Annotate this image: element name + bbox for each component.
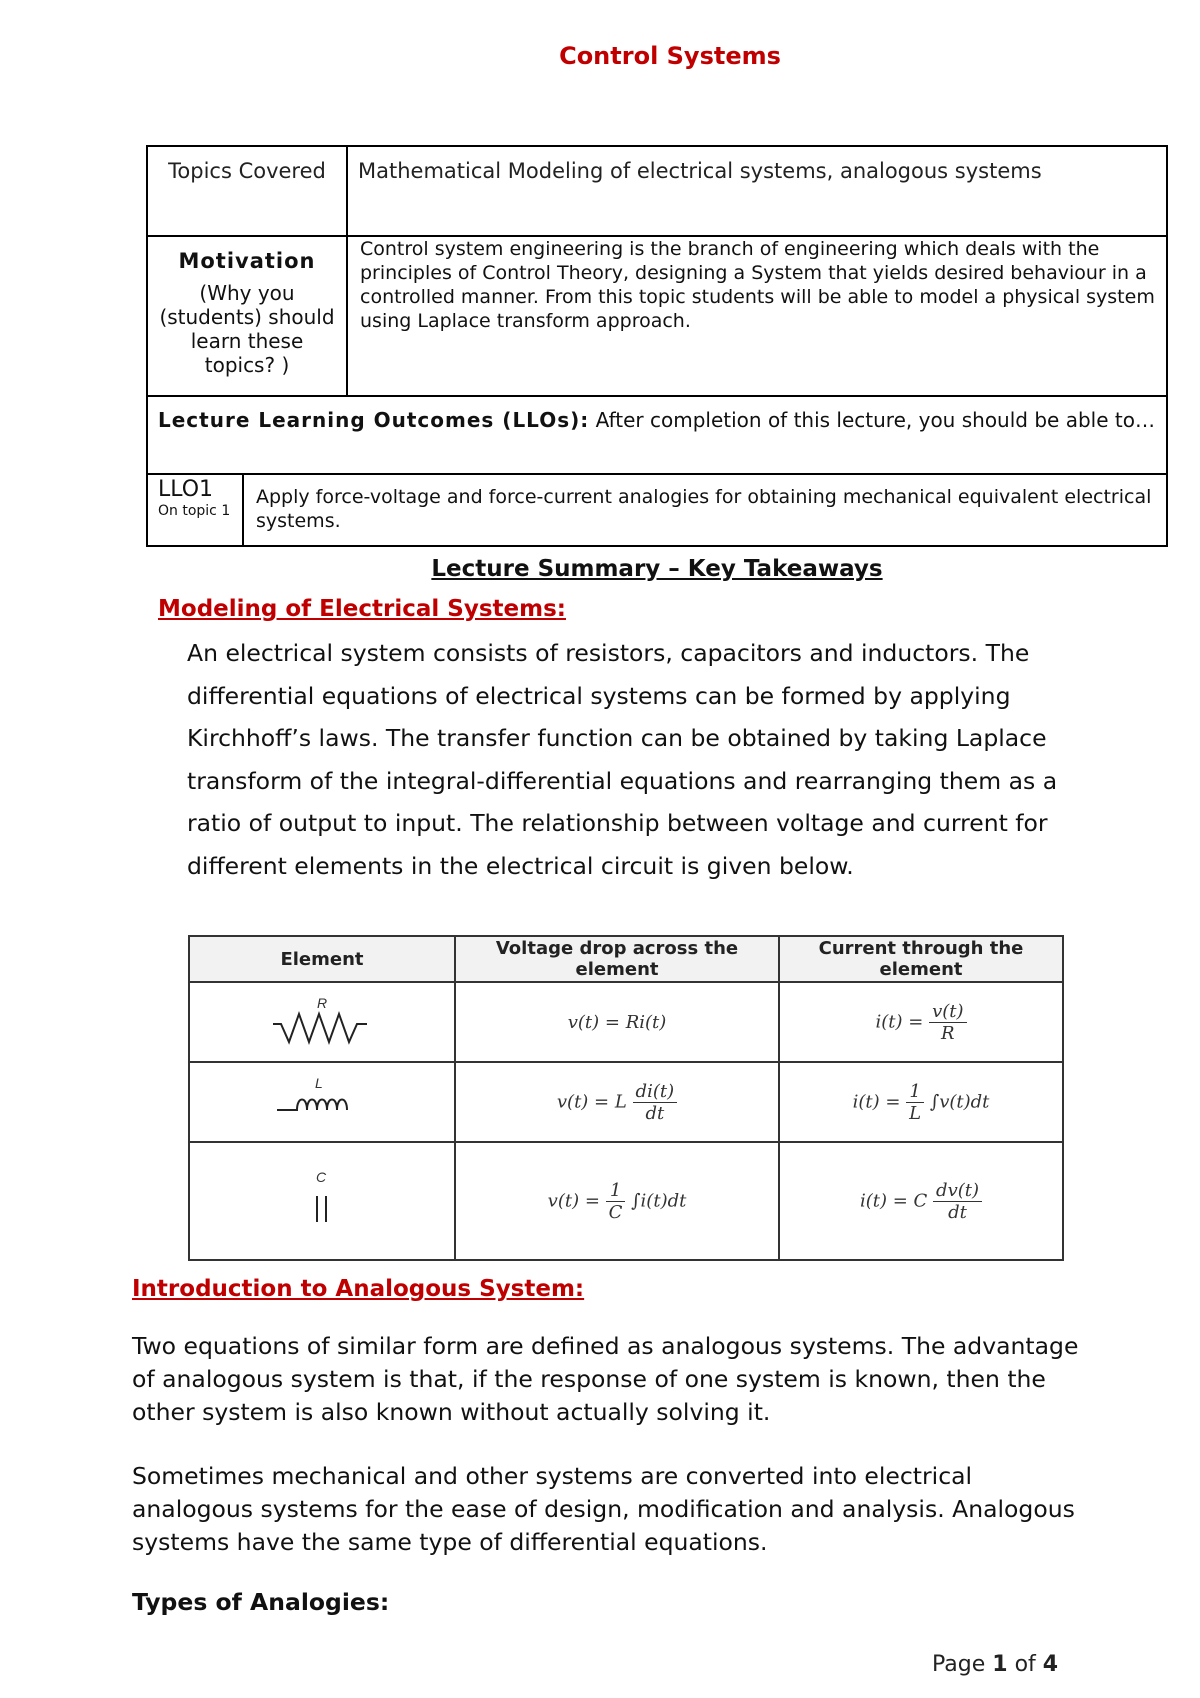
capacitor-voltage: [455, 1142, 779, 1260]
capacitor-voltage-rhs: ∫i(t)dt: [631, 1190, 687, 1211]
summary-title: Lecture Summary – Key Takeaways: [431, 556, 883, 582]
inductor-current-num: 1: [906, 1081, 924, 1103]
inductor-voltage-lhs: v(t) = L: [556, 1091, 627, 1112]
inductor-voltage-num: di(t): [633, 1081, 678, 1103]
llo-heading: Lecture Learning Outcomes (LLOs):: [158, 408, 590, 432]
electrical-paragraph: An electrical system consists of resistors, capacitors and inductors. The differential equations of electrical systems can be formed by applying Kirchhoff’s laws. The transfer function can be obtained by taking Laplace transform of the integral-differential equations and rearranging them as a ratio of output to input. The relationship between voltage and current for different elements in the electrical circuit is given below.: [187, 639, 1058, 880]
inductor-current: [779, 1062, 1063, 1142]
page-word: Page: [932, 1652, 986, 1677]
lecture-info-table: [146, 145, 1168, 547]
inductor-voltage-fraction: [633, 1081, 678, 1124]
llo-intro: After completion of this lecture, you should be able to…: [595, 408, 1155, 432]
capacitor-voltage-num: 1: [606, 1180, 626, 1202]
resistor-voltage: [455, 982, 779, 1062]
of-word: of: [1014, 1652, 1036, 1677]
section-heading-electrical: Modeling of Electrical Systems:: [158, 596, 566, 622]
llo1-label: LLO1: [158, 477, 214, 502]
llo1-text: Apply force-voltage and force-current analogies for obtaining mechanical equivalent electrical systems.: [256, 486, 1152, 532]
section-heading-analogous: Introduction to Analogous System:: [132, 1276, 585, 1302]
motivation-label: Motivation: [178, 249, 316, 273]
table-header-row: [189, 936, 1063, 982]
page-current: 1: [992, 1652, 1008, 1677]
analogous-paragraph-2: Sometimes mechanical and other systems are converted into electrical analogous systems for the ease of design, modification and analysis. Analogous systems have the same type of differential equations.: [132, 1462, 1075, 1556]
resistor-icon: [267, 990, 377, 1050]
inductor-symbol-cell: [189, 1062, 455, 1142]
table-row: [189, 982, 1063, 1062]
header-voltage: Voltage drop across the element: [455, 936, 779, 982]
topics-label: Topics Covered: [148, 147, 348, 235]
capacitor-current-lhs: i(t) = C: [859, 1190, 928, 1211]
inductor-current-den: L: [909, 1102, 922, 1124]
capacitor-icon: [292, 1164, 352, 1234]
types-of-analogies-heading: Types of Analogies:: [132, 1588, 390, 1616]
llo1-sub: On topic 1: [158, 503, 231, 519]
inductor-label: L: [315, 1074, 323, 1091]
resistor-current: [779, 982, 1063, 1062]
topics-row: [148, 147, 1166, 237]
inductor-voltage: [455, 1062, 779, 1142]
llo1-row: [148, 475, 1166, 545]
element-relations-table: [188, 935, 1064, 1261]
resistor-current-fraction: [929, 1001, 966, 1044]
motivation-row: [148, 237, 1166, 397]
header-current: Current through the element: [779, 936, 1063, 982]
capacitor-voltage-lhs: v(t) =: [547, 1190, 600, 1211]
document-header-title: Control Systems: [559, 42, 781, 70]
capacitor-label: C: [316, 1168, 327, 1185]
motivation-cell: [148, 237, 348, 395]
inductor-current-rhs: ∫v(t)dt: [929, 1091, 990, 1112]
motivation-subtext: (Why you (students) should learn these topics? ): [159, 281, 335, 377]
llo-heading-text: [158, 407, 1155, 473]
resistor-voltage-eq: v(t) = Ri(t): [567, 1011, 667, 1033]
table-row: [189, 1142, 1063, 1260]
page-footer: [932, 1652, 1058, 1677]
topics-value: Mathematical Modeling of electrical systems, analogous systems: [358, 159, 1042, 183]
analogous-paragraph-1: Two equations of similar form are defined as analogous systems. The advantage of analogous system is that, if the response of one system is known, then the other system is also known without actually solving it.: [132, 1332, 1079, 1426]
llo1-cell: [148, 475, 244, 545]
capacitor-current-den: dt: [948, 1201, 967, 1223]
table-row: [189, 1062, 1063, 1142]
resistor-current-lhs: i(t) =: [875, 1011, 924, 1032]
page-total: 4: [1042, 1652, 1059, 1677]
resistor-label: R: [317, 994, 328, 1011]
resistor-current-num: v(t): [929, 1001, 966, 1023]
capacitor-current-fraction: [933, 1180, 982, 1223]
resistor-current-den: R: [941, 1022, 955, 1044]
llo-heading-row: [148, 397, 1166, 475]
header-element: Element: [189, 936, 455, 982]
motivation-text: Control system engineering is the branch of engineering which deals with the principles of Control Theory, designing a System that yields desired behaviour in a controlled manner. From this topic students will be able to model a physical system using Laplace transform approach.: [360, 238, 1155, 332]
capacitor-current-num: dv(t): [933, 1180, 982, 1202]
capacitor-voltage-fraction: [606, 1180, 626, 1223]
inductor-icon: [267, 1070, 377, 1130]
capacitor-symbol-cell: [189, 1142, 455, 1260]
capacitor-current: [779, 1142, 1063, 1260]
resistor-symbol-cell: [189, 982, 455, 1062]
inductor-voltage-den: dt: [645, 1102, 665, 1124]
capacitor-voltage-den: C: [608, 1201, 623, 1223]
inductor-current-fraction: [906, 1081, 924, 1124]
inductor-current-lhs: i(t) =: [852, 1091, 901, 1112]
